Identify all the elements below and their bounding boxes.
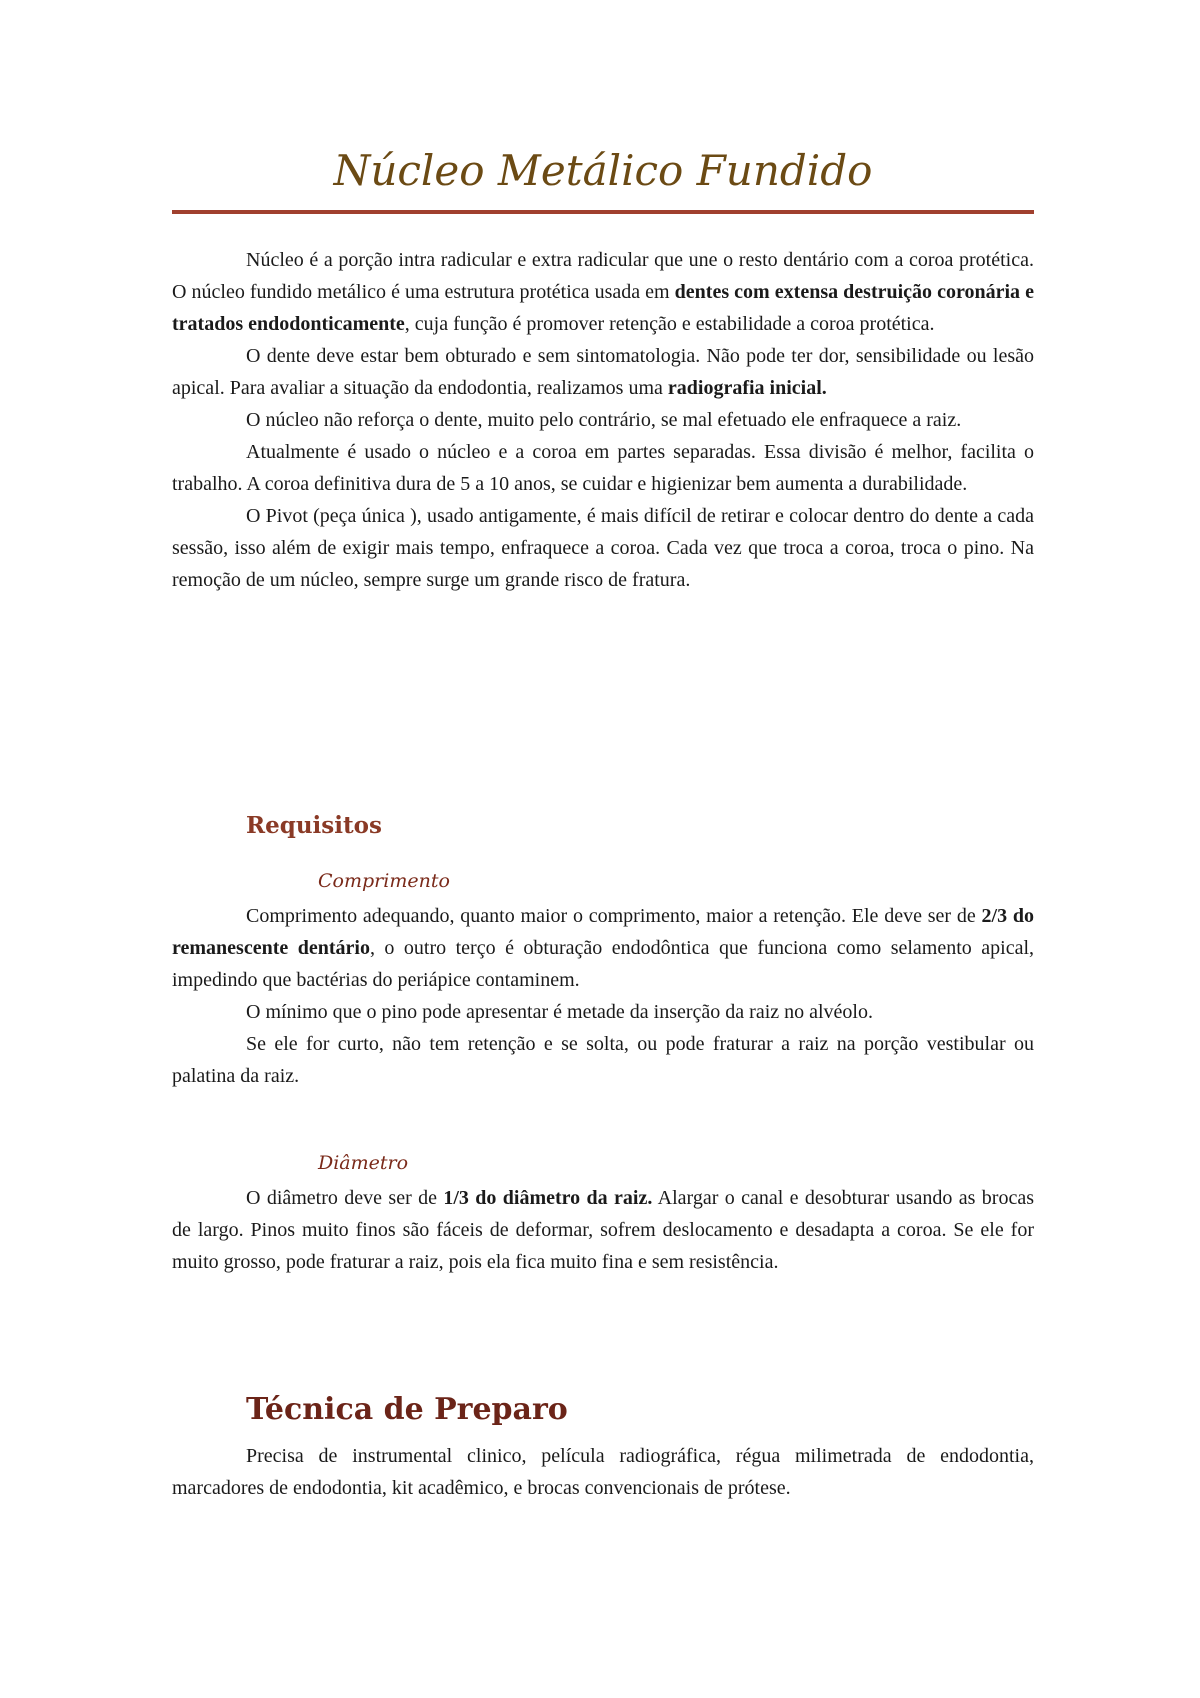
comprimento-paragraph-1 bbox=[172, 900, 1034, 996]
diametro-p1-text-a: O diâmetro deve ser de bbox=[246, 1187, 444, 1209]
intro-paragraph-1 bbox=[172, 244, 1034, 340]
comprimento-paragraph-2: O mínimo que o pino pode apresentar é metade da inserção da raiz no alvéolo. bbox=[246, 1001, 873, 1023]
title-underline bbox=[172, 210, 1034, 214]
intro-paragraph-5: O Pivot (peça única ), usado antigamente, é mais difícil de retirar e colocar dentro do dente a cada sessão, isso além de exigir mais tempo, enfraquece a coroa. Cada vez que troca a coroa, troca o pino. Na remoção de um núcleo, sempre surge um grande risco de fratura. bbox=[172, 505, 1034, 591]
intro-p1-text-a: Núcleo é a porção intra radicular e extra radicular que une o resto dentário com a coroa protética. O núcleo fundido metálico é uma estrutura protética usada em bbox=[172, 249, 1034, 303]
intro-p1-text-b: , cuja função é promover retenção e estabilidade a coroa protética. bbox=[404, 313, 935, 335]
intro-p1-bold: dentes com extensa destruição coronária e tratados endodonticamente bbox=[172, 281, 1034, 335]
comprimento-heading: Comprimento bbox=[318, 870, 450, 892]
diametro-p1-text-b: Alargar o canal e desobturar usando as brocas de largo. Pinos muito finos são fáceis de deformar, sofrem deslocamento e desadapta a coroa. Se ele for muito grosso, pode fraturar a raiz, pois ela fica muito fina e sem resistência. bbox=[172, 1187, 1034, 1273]
intro-p2-text-a: O dente deve estar bem obturado e sem sintomatologia. Não pode ter dor, sensibilidade ou lesão apical. Para avaliar a situação da endodontia, realizamos uma bbox=[172, 345, 1034, 399]
diametro-section bbox=[172, 1182, 1034, 1278]
requisitos-heading: Requisitos bbox=[246, 812, 382, 839]
comprimento-p1-text-b: , o outro terço é obturação endodôntica que funciona como selamento apical, impedindo que bactérias do periápice contaminem. bbox=[172, 937, 1035, 991]
page-title: Núcleo Metálico Fundido bbox=[333, 146, 873, 195]
comprimento-p1-bold: 2/3 do remanescente dentário bbox=[172, 905, 1034, 959]
diametro-p1-bold: 1/3 do diâmetro da raiz. bbox=[443, 1187, 653, 1209]
intro-p2-bold: radiografia inicial. bbox=[667, 377, 827, 399]
intro-paragraph-4: Atualmente é usado o núcleo e a coroa em partes separadas. Essa divisão é melhor, facilita o trabalho. A coroa definitiva dura de 5 a 10 anos, se cuidar e higienizar bem aumenta a durabilidade. bbox=[172, 441, 1034, 495]
comprimento-section bbox=[172, 900, 1034, 1092]
intro-paragraph-2 bbox=[172, 340, 1034, 404]
comprimento-paragraph-3: Se ele for curto, não tem retenção e se solta, ou pode fraturar a raiz na porção vestibular ou palatina da raiz. bbox=[172, 1033, 1034, 1087]
tecnica-heading: Técnica de Preparo bbox=[246, 1392, 568, 1427]
diametro-paragraph-1 bbox=[172, 1182, 1034, 1278]
diametro-heading: Diâmetro bbox=[318, 1152, 409, 1174]
comprimento-p1-text-a: Comprimento adequando, quanto maior o comprimento, maior a retenção. Ele deve ser de bbox=[246, 905, 982, 927]
tecnica-section bbox=[172, 1440, 1034, 1504]
tecnica-paragraph-1: Precisa de instrumental clinico, película radiográfica, régua milimetrada de endodontia, marcadores de endodontia, kit acadêmico, e brocas convencionais de prótese. bbox=[172, 1445, 1034, 1499]
intro-section bbox=[172, 244, 1034, 596]
intro-paragraph-3: O núcleo não reforça o dente, muito pelo contrário, se mal efetuado ele enfraquece a raiz. bbox=[246, 409, 962, 431]
